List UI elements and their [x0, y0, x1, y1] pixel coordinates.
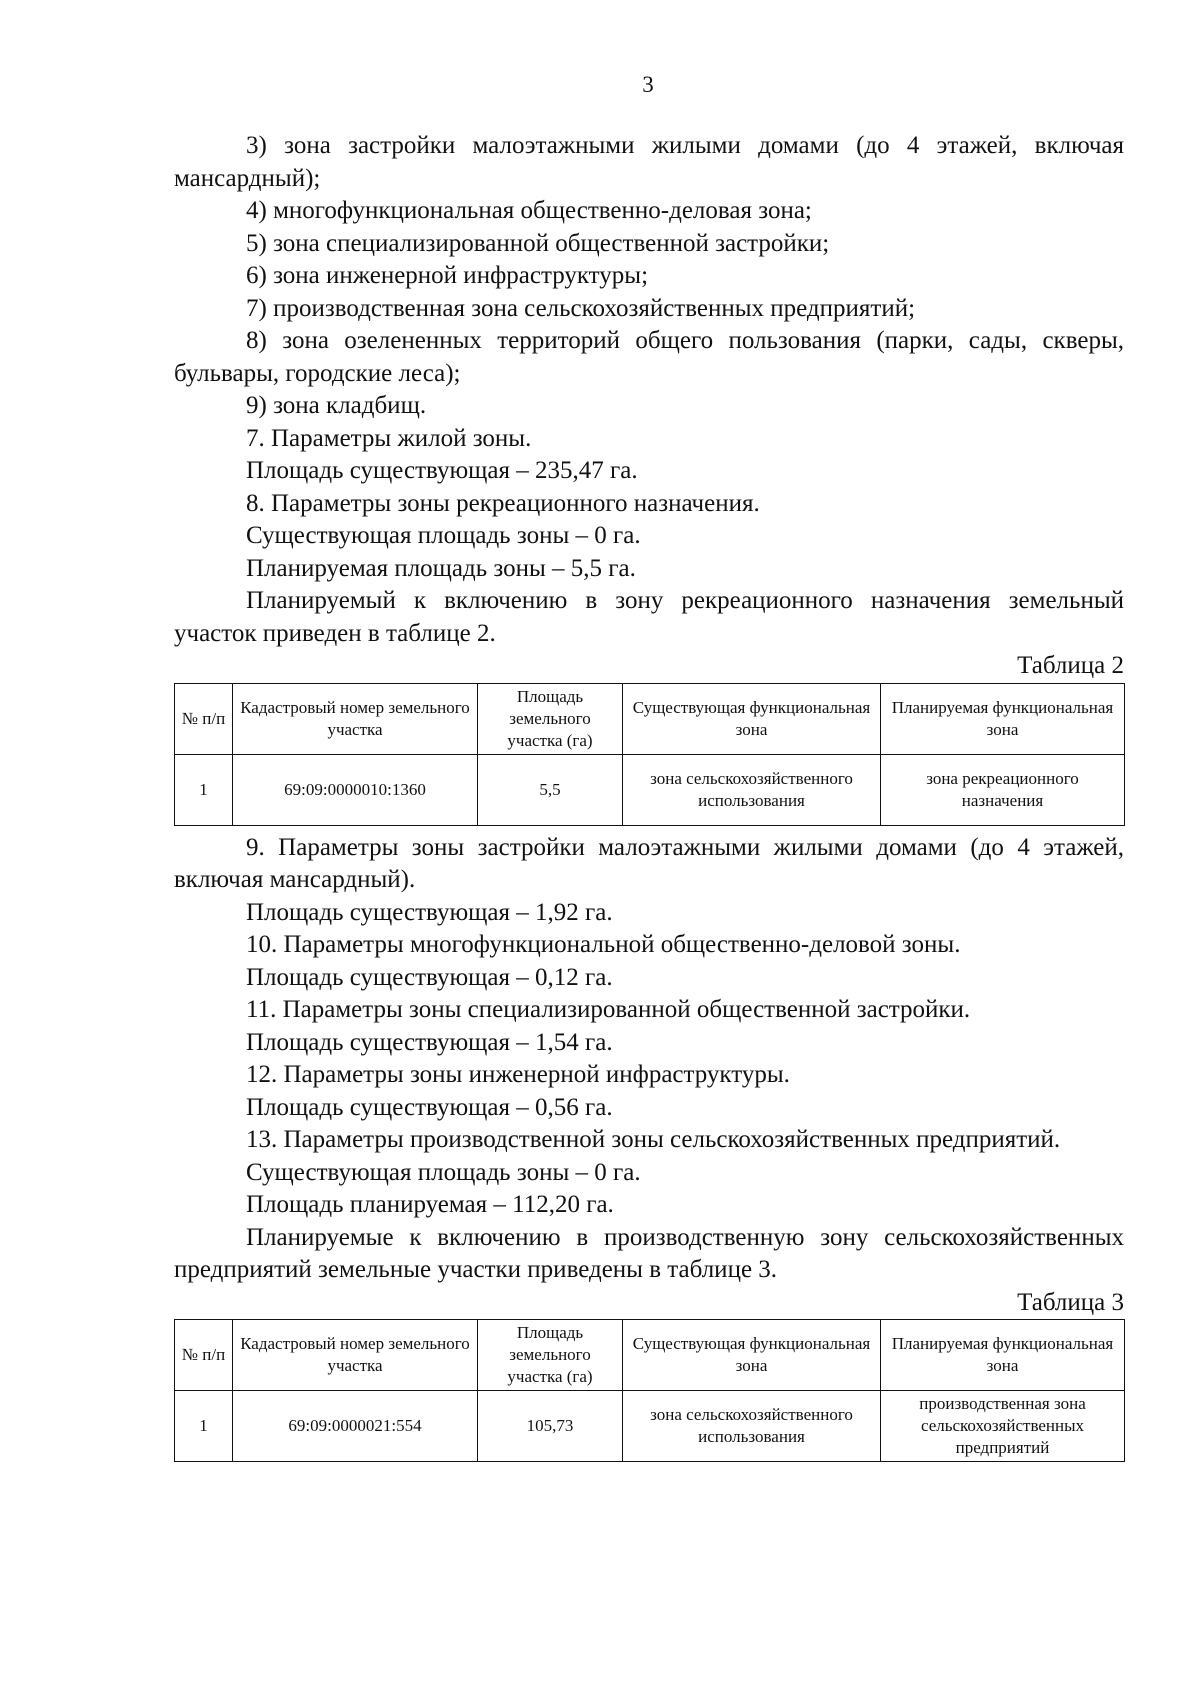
table-caption: Таблица 2	[1017, 652, 1124, 679]
table-cell: производственная зона сельскохозяйственных предприятий	[881, 1391, 1125, 1462]
table-cell: зона сельскохозяйственного использования	[623, 754, 881, 825]
paragraph: 5) зона специализированной общественной застройки;	[246, 229, 830, 257]
paragraph: 4) многофункциональная общественно-деловая зона;	[246, 197, 812, 224]
column-header: № п/п	[175, 683, 233, 754]
table-cell: 5,5	[478, 754, 623, 825]
table-row	[175, 754, 1125, 825]
paragraph: Планируемые к включению в производственную зону сельскохозяйственных предприятий земельные участки приведены в таблице 3.	[174, 1223, 1124, 1283]
section-heading: 13. Параметры производственной зоны сельскохозяйственных предприятий.	[246, 1126, 1061, 1153]
page-number: 3	[642, 72, 654, 97]
column-header: Кадастровый номер земельного участка	[233, 683, 478, 754]
table-2	[174, 683, 1125, 826]
table-cell: 69:09:0000010:1360	[233, 754, 478, 825]
section-heading: 11. Параметры зоны специализированной общественной застройки.	[246, 996, 971, 1023]
section-heading: 12. Параметры зоны инженерной инфраструктуры.	[246, 1061, 790, 1088]
paragraph: Площадь планируемая – 112,20 га.	[246, 1191, 614, 1218]
column-header: Существующая функциональная зона	[623, 683, 881, 754]
column-header: Планируемая функциональная зона	[881, 683, 1125, 754]
document-body	[174, 130, 1124, 1462]
table-cell: 69:09:0000021:554	[233, 1391, 478, 1462]
table-caption: Таблица 3	[1017, 1288, 1124, 1316]
table-cell: 105,73	[478, 1391, 623, 1462]
section-heading: 9. Параметры зоны застройки малоэтажными жилыми домами (до 4 этажей, включая мансардный).	[174, 833, 1124, 893]
paragraph: 9) зона кладбищ.	[246, 392, 427, 419]
paragraph: Планируемая площадь зоны – 5,5 га.	[246, 554, 636, 582]
table-header-row	[175, 683, 1125, 754]
column-header: Существующая функциональная зона	[623, 1320, 881, 1391]
table-row	[175, 1391, 1125, 1462]
paragraph: Площадь существующая – 1,54 га.	[246, 1028, 613, 1056]
column-header: Площадь земельного участка (га)	[478, 683, 623, 754]
column-header: Кадастровый номер земельного участка	[233, 1320, 478, 1391]
table-cell: зона сельскохозяйственного использования	[623, 1391, 881, 1462]
column-header: № п/п	[175, 1320, 233, 1391]
paragraph: Существующая площадь зоны – 0 га.	[246, 522, 641, 549]
section-heading: 7. Параметры жилой зоны.	[246, 424, 532, 452]
paragraph: 6) зона инженерной инфраструктуры;	[246, 262, 649, 289]
paragraph: 7) производственная зона сельскохозяйственных предприятий;	[246, 294, 916, 322]
paragraph: Площадь существующая – 0,12 га.	[246, 963, 613, 991]
section-heading: 8. Параметры зоны рекреационного назначения.	[246, 489, 760, 517]
paragraph: Площадь существующая – 1,92 га.	[246, 898, 613, 926]
table-header-row	[175, 1320, 1125, 1391]
paragraph: 8) зона озелененных территорий общего пользования (парки, сады, скверы, бульвары, городские леса);	[174, 327, 1124, 387]
column-header: Планируемая функциональная зона	[881, 1320, 1125, 1391]
paragraph: 3) зона застройки малоэтажными жилыми домами (до 4 этажей, включая мансардный);	[174, 132, 1124, 192]
column-header: Площадь земельного участка (га)	[478, 1320, 623, 1391]
table-cell: зона рекреационного назначения	[881, 754, 1125, 825]
paragraph: Существующая площадь зоны – 0 га.	[246, 1158, 641, 1186]
table-3	[174, 1319, 1125, 1462]
table-cell: 1	[175, 1391, 233, 1462]
paragraph: Площадь существующая – 235,47 га.	[246, 457, 638, 484]
section-heading: 10. Параметры многофункциональной общественно-деловой зоны.	[246, 931, 961, 958]
paragraph: Планируемый к включению в зону рекреационного назначения земельный участок приведен в таблице 2.	[174, 587, 1124, 647]
table-cell: 1	[175, 754, 233, 825]
paragraph: Площадь существующая – 0,56 га.	[246, 1093, 613, 1121]
